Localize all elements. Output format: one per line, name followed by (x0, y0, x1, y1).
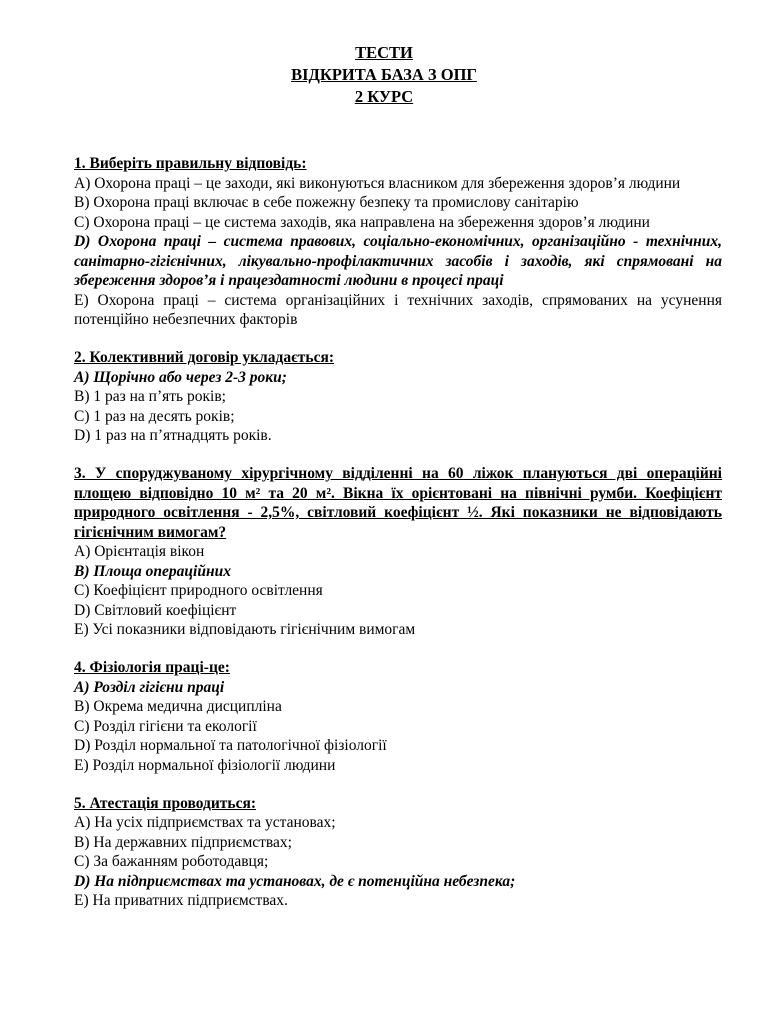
question-title: 5. Атестація проводиться: (74, 794, 257, 812)
answer-option: С) За бажанням роботодавця; (74, 853, 269, 870)
correct-answer-option: В) Площа операційних (74, 562, 231, 580)
answer-option: Е) Охорона праці – система організаційних і технічних заходів, спрямованих на усунення потенційно небезпечних факторів (74, 291, 722, 328)
answer-option: Е) Розділ нормальної фізіології людини (74, 756, 336, 774)
answer-option: В) На державних підприємствах; (74, 833, 292, 851)
answer-option: А) Охорона праці – це заходи, які виконуються власником для збереження здоров’я людини (74, 174, 681, 192)
header-subtitle: ВІДКРИТА БАЗА З ОПГ (291, 65, 477, 84)
question-title: 3. У споруджуваному хірургічному відділенні на 60 ліжок плануються дві операційні площею відповідно 10 м² та 20 м². Вікна їх орієнтовані на північні румби. Коефіцієнт природного освітлення - 2,5%, світловий коефіцієнт ½. Які показники не відповідають гігієнічним вимогам? (74, 465, 722, 541)
document-header (0, 42, 768, 108)
question-5 (74, 794, 722, 911)
questions-list (74, 154, 722, 929)
correct-answer-option: А) Розділ гігієни праці (74, 678, 225, 696)
answer-option: А) На усіх підприємствах та установах; (74, 814, 336, 831)
question-2 (74, 348, 722, 446)
answer-option: D) Розділ нормальної та патологічної фізіології (74, 737, 387, 754)
question-title: 1. Виберіть правильну відповідь: (74, 155, 307, 172)
answer-option: А) Орієнтація вікон (74, 543, 205, 560)
answer-option: С) Коефіцієнт природного освітлення (74, 582, 323, 599)
question-title: 4. Фізіологія праці-це: (74, 659, 230, 676)
answer-option: Е) Усі показники відповідають гігієнічним вимогам (74, 621, 416, 638)
correct-answer-option: D) На підприємствах та установах, де є потенційна небезпека; (74, 872, 516, 890)
answer-option: В) Охорона праці включає в себе пожежну безпеку та промислову санітарію (74, 194, 579, 211)
answer-option: Е) На приватних підприємствах. (74, 892, 288, 909)
answer-option: D) 1 раз на п’ятнадцять років. (74, 427, 272, 444)
answer-option: D) Світловий коефіцієнт (74, 601, 237, 619)
answer-option: В) 1 раз на п’ять років; (74, 388, 226, 405)
correct-answer-option: А) Щорічно або через 2-3 роки; (74, 368, 287, 386)
question-1 (74, 154, 722, 330)
header-course: 2 КУРС (354, 87, 414, 106)
question-3 (74, 464, 722, 640)
question-title: 2. Колективний договір укладається: (74, 349, 335, 366)
answer-option: В) Окрема медична дисципліна (74, 698, 282, 715)
answer-option: С) 1 раз на десять років; (74, 407, 235, 425)
question-4 (74, 658, 722, 775)
correct-answer-option: D) Охорона праці – система правових, соціально-економічних, організаційно - технічних, санітарно-гігієнічних, лікувально-профілактичних засобів і заходів, які спрямовані на збереження здоров’я і працездатності людини в процесі праці (74, 233, 722, 289)
answer-option: С) Розділ гігієни та екології (74, 717, 257, 735)
answer-option: С) Охорона праці – це система заходів, яка направлена на збереження здоров’я людини (74, 213, 650, 231)
header-title: ТЕСТИ (355, 43, 413, 62)
